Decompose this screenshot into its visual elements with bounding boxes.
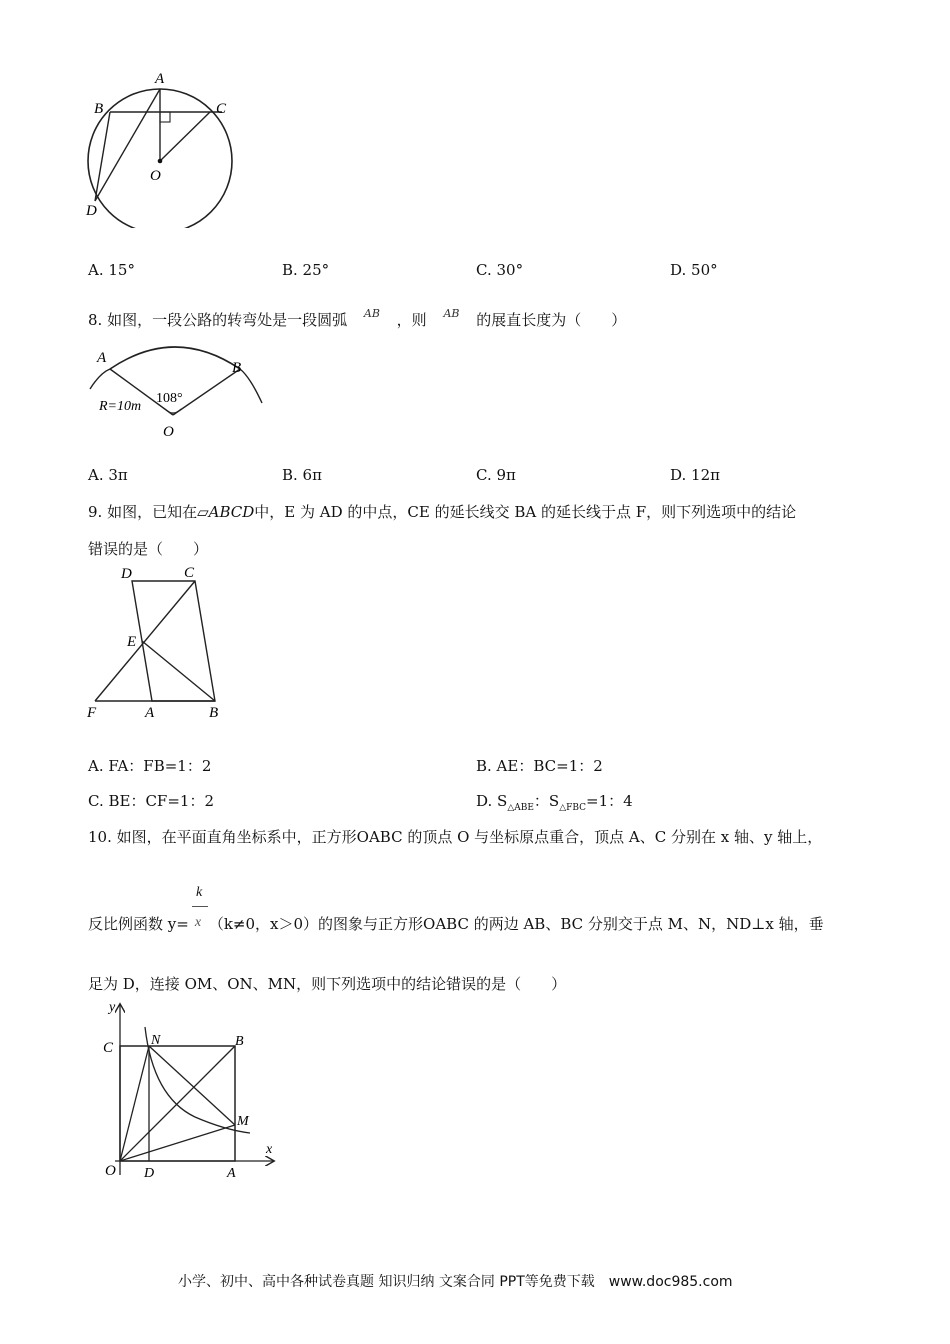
q8-road-right bbox=[240, 369, 262, 403]
q10-label-y: y bbox=[109, 1000, 116, 1015]
q9-stem-line1 bbox=[88, 501, 796, 522]
q9-option-c: C. BE：CF=1：2 bbox=[88, 792, 214, 810]
q8-stem-part2: ，则 bbox=[396, 311, 427, 329]
q10-number: 10. bbox=[88, 828, 112, 846]
q10-label-a: A bbox=[227, 1166, 236, 1181]
q8-label-o: O bbox=[163, 424, 174, 440]
q10-fraction-bar bbox=[192, 906, 208, 907]
q10-stem-line1-text: 如图，在平面直角坐标系中，正方形OABC 的顶点 O 与坐标原点重合，顶点 A、C 分别在 x 轴、y 轴上， bbox=[116, 828, 823, 846]
q10-fraction-numerator: k bbox=[196, 885, 203, 900]
q7-option-c: C. 30° bbox=[476, 261, 524, 279]
q7-option-d: D. 50° bbox=[670, 261, 718, 279]
q8-option-b: B. 6π bbox=[282, 466, 322, 484]
q8-number: 8. bbox=[88, 311, 103, 329]
q10-coordinate-figure bbox=[85, 997, 285, 1187]
q9-stem-line2: 错误的是（ ） bbox=[88, 540, 209, 558]
q9-label-f: F bbox=[87, 705, 97, 721]
q8-stem bbox=[88, 309, 626, 330]
q9-stem-part1: 如图，已知在 bbox=[107, 503, 198, 521]
q8-option-c: C. 9π bbox=[476, 466, 516, 484]
q7-label-o: O bbox=[150, 168, 161, 184]
q8-stem-part3: 的展直长度为（ ） bbox=[476, 311, 627, 329]
q9-label-c: C bbox=[184, 565, 195, 581]
q9-option-d-post: =1：4 bbox=[586, 792, 633, 810]
q8-arc bbox=[110, 347, 240, 369]
q10-label-d: D bbox=[144, 1166, 155, 1181]
q9-option-d-mid: ：S bbox=[533, 792, 560, 810]
q9-option-a: A. FA：FB=1：2 bbox=[88, 757, 212, 775]
q9-stem-part2: 中，E 为 AD 的中点，CE 的延长线交 BA 的延长线于点 F，则下列选项中的结论 bbox=[254, 503, 797, 521]
q8-arc-label-1: AB bbox=[363, 307, 380, 320]
q8-option-a: A. 3π bbox=[88, 466, 128, 484]
q10-segment-on bbox=[120, 1046, 149, 1161]
q9-label-e: E bbox=[127, 634, 137, 650]
q8-arc-symbol-1 bbox=[352, 307, 392, 320]
q8-road-arc-figure bbox=[85, 345, 270, 440]
q7-option-b: B. 25° bbox=[282, 261, 330, 279]
q7-label-c: C bbox=[216, 101, 227, 117]
q10-stem-line2 bbox=[88, 913, 824, 934]
q8-label-angle: 108° bbox=[156, 391, 183, 406]
q7-segment-oc bbox=[160, 112, 210, 161]
q9-line-cf bbox=[95, 581, 195, 701]
q10-fraction-denominator-slot bbox=[189, 914, 209, 929]
q10-label-m: M bbox=[237, 1114, 249, 1129]
q9-parallelogram-name: ▱ABCD bbox=[197, 503, 255, 521]
q10-label-o: O bbox=[105, 1163, 116, 1179]
q9-option-b: B. AE：BC=1：2 bbox=[476, 757, 603, 775]
q10-fraction-denominator: x bbox=[194, 915, 202, 930]
q7-label-d: D bbox=[86, 203, 97, 219]
q9-label-d: D bbox=[121, 566, 132, 582]
q9-label-b: B bbox=[209, 705, 219, 721]
q8-angle-mark bbox=[165, 409, 181, 413]
q10-label-c: C bbox=[103, 1040, 114, 1056]
q9-option-d-sub2: △FBC bbox=[559, 803, 587, 813]
q9-option-d-sub1: △ABE bbox=[507, 803, 534, 813]
q7-center-point bbox=[158, 159, 163, 164]
q8-stem-part1: 如图，一段公路的转弯处是一段圆弧 bbox=[107, 311, 348, 329]
q9-option-d-prefix: D. S bbox=[476, 792, 508, 810]
q8-road-left bbox=[90, 369, 110, 389]
q10-label-n: N bbox=[151, 1033, 161, 1048]
page-footer: 小学、初中、高中各种试卷真题 知识归纳 文案合同 PPT等免费下载 www.doc985.com bbox=[178, 1274, 733, 1290]
q9-label-a: A bbox=[145, 705, 155, 721]
q9-parallelogram-figure bbox=[85, 562, 235, 722]
q10-line2-post: （k≠0，x＞0）的图象与正方形OABC 的两边 AB、BC 分别交于点 M、N，ND⊥x 轴，垂 bbox=[208, 915, 824, 933]
q9-option-d bbox=[476, 790, 633, 813]
q7-circle-figure bbox=[80, 68, 250, 228]
q10-label-x: x bbox=[266, 1142, 273, 1157]
q9-line-eb bbox=[142, 641, 215, 701]
q10-label-b: B bbox=[235, 1034, 244, 1049]
q8-arc-label-2: AB bbox=[443, 307, 460, 320]
q8-label-b: B bbox=[232, 360, 242, 376]
q10-stem-line3: 足为 D，连接 OM、ON、MN，则下列选项中的结论错误的是（ ） bbox=[88, 975, 567, 993]
q8-label-a: A bbox=[97, 350, 107, 366]
q8-arc-symbol-2 bbox=[431, 307, 471, 320]
q10-line2-pre: 反比例函数 y= bbox=[88, 915, 189, 933]
q7-label-b: B bbox=[94, 101, 104, 117]
q7-right-angle-mark bbox=[160, 112, 170, 122]
q10-diagonal-ob bbox=[120, 1046, 235, 1161]
q8-option-d: D. 12π bbox=[670, 466, 720, 484]
q7-option-a: A. 15° bbox=[88, 261, 135, 279]
q8-label-radius: R=10m bbox=[99, 399, 142, 414]
q8-radius-ob bbox=[173, 369, 240, 415]
q7-label-a: A bbox=[155, 71, 165, 87]
q9-number: 9. bbox=[88, 503, 103, 521]
q10-stem-line1 bbox=[88, 826, 822, 847]
